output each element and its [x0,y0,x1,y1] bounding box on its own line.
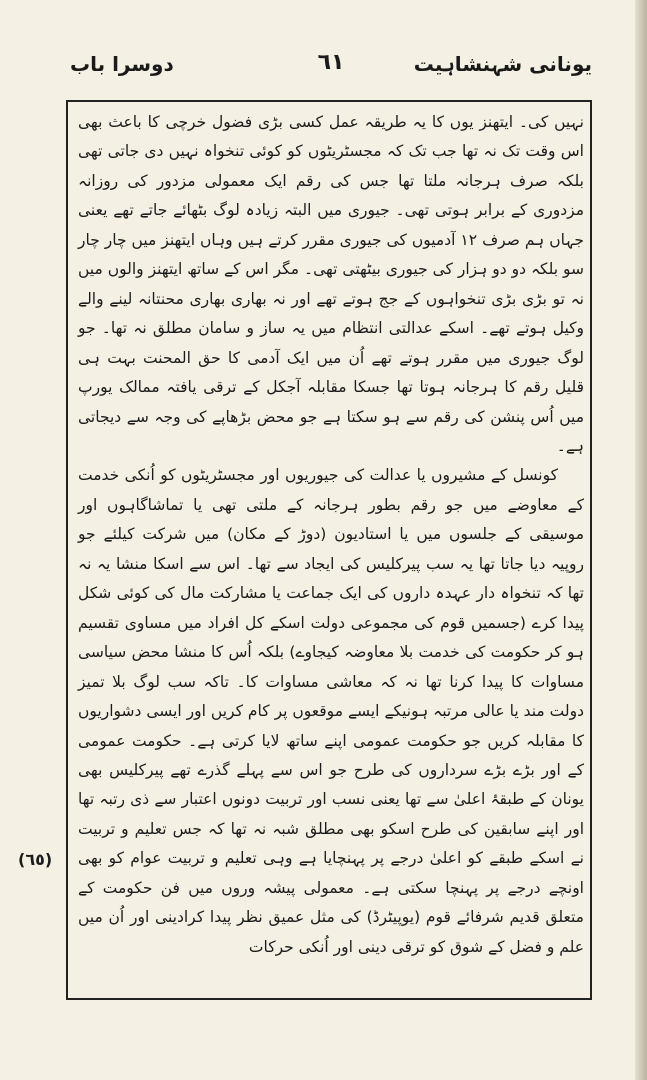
running-header [70,52,592,92]
page-number: ٦١ [317,50,345,75]
paragraph-2: کونسل کے مشیروں یا عدالت کی جیوریوں اور مجسٹریٹوں کو اُنکی خدمت کے معاوضے میں جو رقم بطور ہرجانہ کے ملتی تھی یا تماشاگاہوں اور موسیقی کے جلسوں میں یا استادیون (دوڑ کے مکان) میں شرکت کیلئے جو روپیہ دیا جاتا تھا یہ سب پیرکلیس کی ایجاد سے تھا۔ اس سے اسکا منشا یہ نہ تھا کہ تنخواہ دار عہدہ داروں کی ایک جماعت یا مشارکت مال کی کوئی شکل پیدا کرے (جسمیں قوم کی مجموعی دولت اسکے کل افراد میں مساوی تقسیم ہو کر حکومت کی خدمت بلا معاوضہ کیجاوے) بلکہ اُس کا منشا محض سیاسی مساوات کا پیدا کرنا تھا نہ کہ معاشی مساوات کا۔ تاکہ سب لوگ بلا تمیز دولت مند یا عالی مرتبہ ہونیکے ایسے موقعوں پر کام کریں اور ایسی دشواریوں کا مقابلہ کریں جو حکومت عمومی اپنے ساتھ لایا کرتی ہے۔ حکومت عمومی کے اور بڑے بڑے سرداروں کی طرح جو اس سے پہلے گذرے تھے پیرکلیس بھی یونان کے طبقۂ اعلیٰ سے تھا یعنی نسب اور تربیت دونوں اعتبار سے ذی رتبہ تھا اور اپنے سابقین کی طرح اسکو بھی مطلق شبہ نہ تھا کہ جس تعلیم و تربیت نے اسکے طبقے کو اعلیٰ درجے پر پہنچایا ہے وہی تعلیم و تربیت عوام کو بھی اونچے درجے پر پہنچا سکتی ہے۔ معمولی پیشہ وروں میں فن حکومت کے متعلق قدیم شرفائے قوم (یوپیٹرڈ) کی مثل عمیق نظر پیدا کرادینی اور اُن میں علم و فضل کے شوق کو ترقی دینی اور اُنکی حرکات [78,466,584,956]
running-title: یونانی شہنشاہیت [413,52,592,76]
paragraph-1: نہیں کی۔ ایتھنز یوں کا یہ طریقہ عمل کسی بڑی فضول خرچی کا باعث بھی اس وقت تک نہ تھا جب تک کہ مجسٹریٹوں کو کوئی تنخواہ نہیں دی جاتی تھی بلکہ صرف ہرجانہ ملتا تھا جس کی رقم ایک معمولی مزدور کی روزانہ مزدوری کے برابر ہوتی تھی۔ جیوری میں البتہ زیادہ لوگ بٹھائے جاتے تھے یعنی جہاں ہم صرف ١٢ آدمیوں کی جیوری مقرر کرتے ہیں وہاں ایتھنز میں چار چار سو بلکہ دو دو ہزار کی جیوری بیٹھتی تھی۔ مگر اس کے ساتھ ایتھنز والوں میں نہ تو بڑی بڑی تنخواہوں کے جج ہوتے تھے اور نہ بھاری بھاری محنتانہ لینے والے وکیل ہوتے تھے۔ اسکے عدالتی انتظام میں یہ ساز و سامان مطلق نہ تھا۔ جو لوگ جیوری میں مقرر ہوتے تھے اُن میں ایک آدمی کا حق المحنت بہت ہی قلیل رقم کا ہرجانہ ہوتا تھا جسکا مقابلہ آجکل کے ترقی یافتہ ممالک یورپ میں اُس پنشن کی رقم سے ہو سکتا ہے جو محض بڑھاپے کی وجہ سے دیجاتی ہے۔ [78,113,584,455]
body-text [78,108,584,962]
page-binding-edge [635,0,647,1080]
margin-page-reference: (٦٥) [18,850,53,869]
chapter-label: دوسرا باب [70,52,174,76]
